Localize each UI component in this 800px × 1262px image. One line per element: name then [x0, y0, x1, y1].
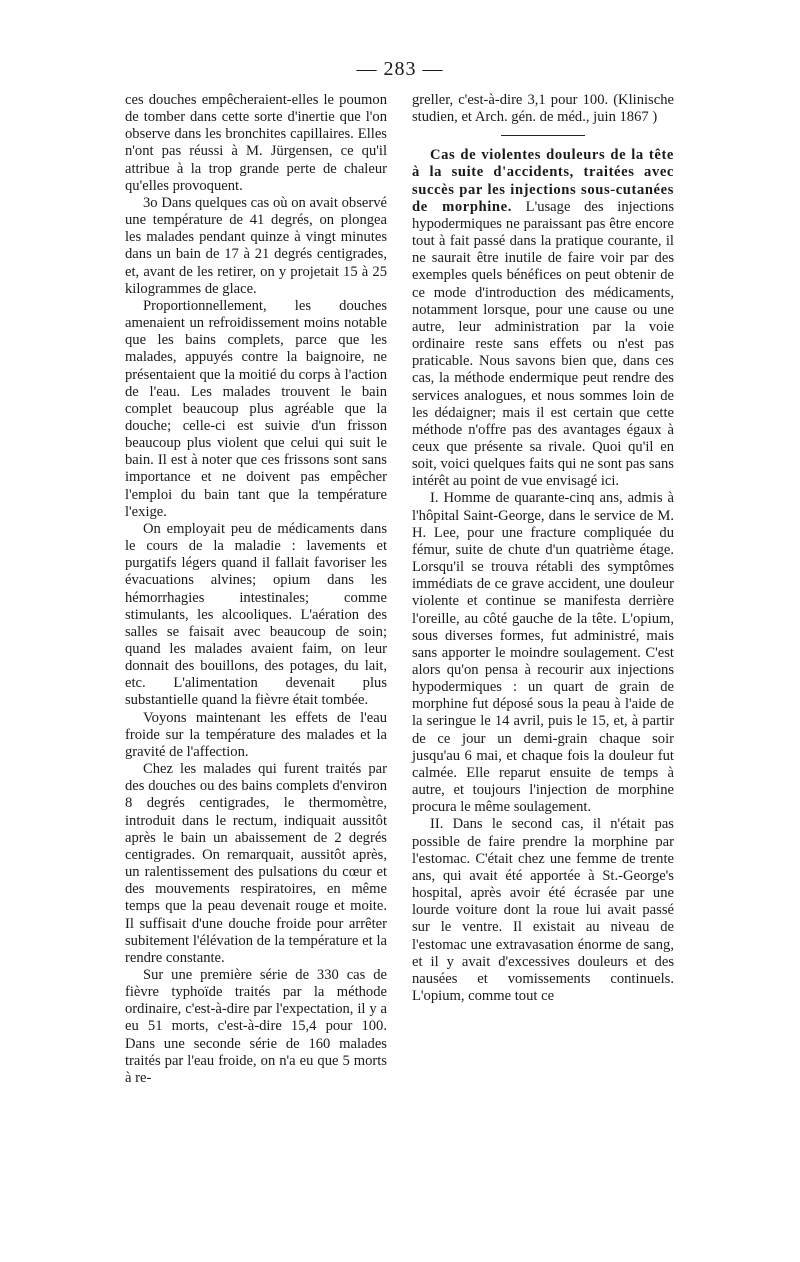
page-number: — 283 — [356, 58, 444, 80]
paragraph: On employait peu de médicaments dans le cours de la maladie : lavements et purgatifs légers quand il fallait favoriser les évacuations alvines; opium dans les hémorrhagies intestinales; comme stimulants, les alcooliques. L'aération des salles se faisait avec beaucoup de soin; quand les malades avaient faim, on leur donnait des bouillons, des potages, du lait, etc. L'alimentation devenait plus substantielle quand la fièvre était tombée. [125, 520, 387, 709]
paragraph-text: Dans quelques cas où on avait observé une température de 41 degrés, on plongea les malades pendant quinze à vingt minutes dans un bain de 17 à 21 degrés centigrades, et, avant de les retirer, on y projetait 15 à 25 kilogrammes de glace. [125, 194, 388, 297]
paragraph: ces douches empêcheraient-elles le poumon de tomber dans cette sorte d'inertie que l'on observe dans les bronchites capillaires. Elles n'ont pas réussi à M. Jürgensen, ce qu'il attribue à la trop grande perte de chaleur qu'elles provoquent. [125, 92, 387, 194]
section-divider [501, 135, 585, 136]
paragraph: Proportionnellement, les douches amenaient un refroidissement moins notable que les bains complets, parce que les malades, appuyés contre la baignoire, ne présentaient que la moitié du corps à l'action de l'eau. Les malades trouvent le bain complet beaucoup plus agréable que la douche; celle-ci est suivie d'un frisson beaucoup plus violent que celui qui suit le bain. Il est à noter que ces frissons sont sans importance et ne doivent pas empêcher l'emploi du bain tant que la température l'exige. [125, 297, 387, 520]
left-column [125, 92, 387, 1087]
section-heading: Cas de violentes douleurs de la tête à la suite d'accidents, traitées avec succès par les injections sous-cutanées de morphine. [412, 147, 674, 215]
paragraph: Chez les malades qui furent traités par des douches ou des bains complets d'environ 8 degrés centigrades, le thermomètre, introduit dans le rectum, indiquait aussitôt après le bain un abaissement de 2 degrés centigrades. On remarquait, aussitôt après, un ralentissement des pulsations du cœur et des mouvements respiratoires, en même temps que la peau devenait rouge et moite. Il suffisait d'une douche froide pour arrêter subitement l'élévation de la température et la rendre constante. [125, 761, 387, 966]
paragraph: II. Dans le second cas, il n'était pas possible de faire prendre la morphine par l'estomac. C'était chez une femme de trente ans, qui avait été apportée à St.-George's hospital, après avoir été écrasée par une lourde voiture dont la roue lui avait passé sur le ventre. Il existait au niveau de l'estomac une extravasation énorme de sang, et il y avait d'excessives douleurs et des nausées et vomissements continuels. L'opium, comme tout ce [412, 816, 674, 1004]
right-column [412, 92, 674, 1005]
paragraph [125, 195, 387, 298]
paragraph: Sur une première série de 330 cas de fièvre typhoïde traités par la méthode ordinaire, c'est-à-dire par l'expectation, il y a eu 51 morts, c'est-à-dire 15,4 pour 100. Dans une seconde série de 160 malades traités par l'eau froide, on n'a eu que 5 morts à re- [125, 966, 387, 1086]
paragraph: I. Homme de quarante-cinq ans, admis à l'hôpital Saint-George, dans le service de M. H. Lee, pour une fracture compliquée du fémur, suite de chute d'un quatrième étage. Lorsqu'il se trouva rétabli des symptômes immédiats de ce grave accident, une douleur violente et continue se manifesta derrière l'oreille, au côté gauche de la tête. L'opium, sous diverses formes, fut administré, mais sans apporter le moindre soulagement. C'est alors qu'on pensa à recourir aux injections hypodermiques : un quart de grain de morphine fut déposé sous la peau à l'aide de la seringue le 14 avril, puis le 15, et, à partir de ce jour un demi-grain chaque soir jusqu'au 6 mai, et chaque fois la douleur fut calmée. Elle reparut ensuite de temps à autre, et toujours l'injection de morphine procura le même soulagement. [412, 490, 674, 816]
section-paragraph [412, 147, 674, 490]
item-marker: 3o [143, 194, 158, 211]
paragraph-text: L'usage des injections hypodermiques ne paraissant pas être encore tout à fait passé dans la pratique courante, il ne saurait être inutile de faire voir par des exemples quels bénéfices on peut obtenir de ce mode d'introduction des médicaments, notamment lorsque, pour une cause ou une autre, leur administration par la voie ordinaire reste sans effets ou n'est pas praticable. Nous savons bien que, dans ces cas, la méthode endermique peut rendre des services analogues, et nous sommes loin de les dédaigner; mais il est certain que cette méthode n'offre pas des avantages égaux à ceux que présente sa rivale. Quoi qu'il en soit, voici quelques faits qui ne sont pas sans intérêt au point de vue envisagé ici. [412, 198, 675, 490]
paragraph: Voyons maintenant les effets de l'eau froide sur la température des malades et la gravité de l'affection. [125, 709, 387, 760]
paragraph: greller, c'est-à-dire 3,1 pour 100. (Klinische studien, et Arch. gén. de méd., juin 1867 ) [412, 92, 674, 126]
